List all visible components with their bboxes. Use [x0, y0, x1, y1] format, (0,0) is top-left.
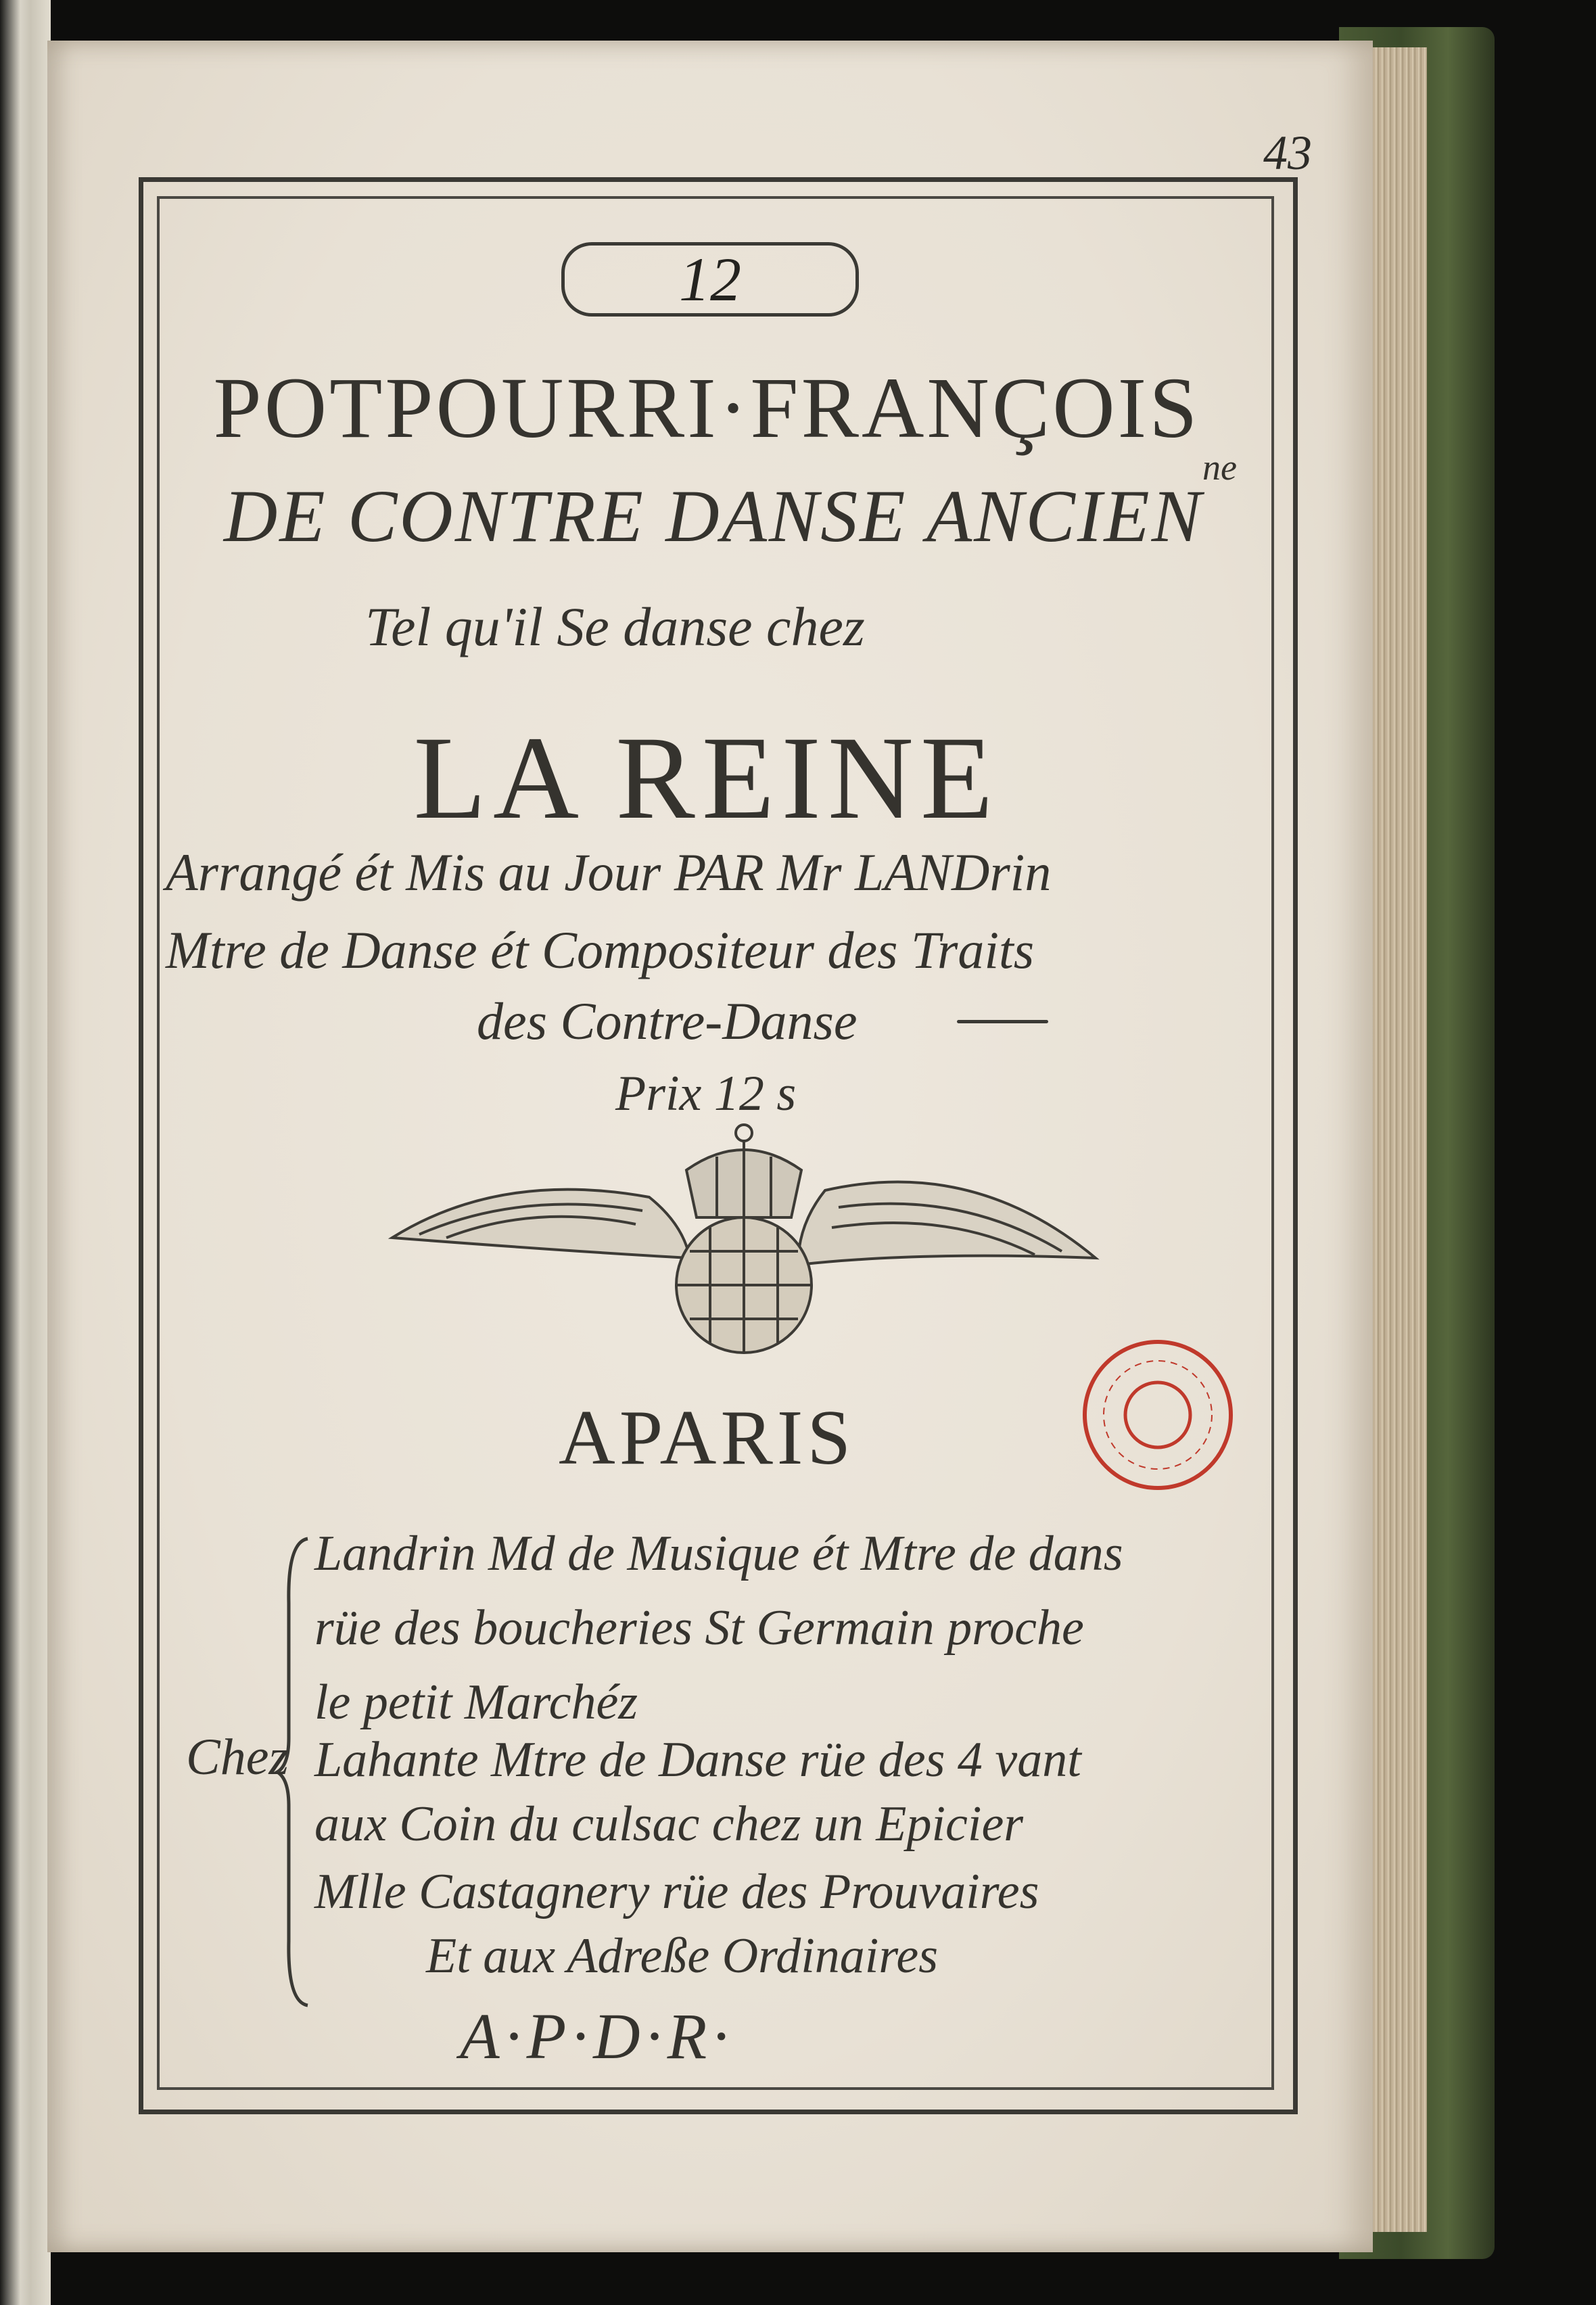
subtitle: Tel qu'il Se danse chez — [365, 596, 865, 657]
folio-number: 43 — [1263, 126, 1312, 180]
city: APARIS — [559, 1395, 855, 1481]
chez-label: Chez — [186, 1729, 289, 1786]
address-line: Lahante Mtre de Danse rüe des 4 vant — [314, 1732, 1081, 1788]
address-line: aux Coin du culsac chez un Epicier — [314, 1796, 1024, 1852]
volume-number-cartouche — [561, 242, 859, 317]
library-stamp-icon — [1079, 1336, 1238, 1495]
arranger-line-2: Mtre de Danse ét Compositeur des Traits — [166, 921, 1035, 979]
arranger-line-3: des Contre-Danse — [477, 992, 858, 1050]
title-superscript: ne — [1202, 447, 1237, 488]
volume-number: 12 — [679, 245, 741, 314]
title-line-2: DE CONTRE DANSE ANCIEN — [223, 475, 1204, 557]
winged-crown-emblem-icon — [365, 1116, 1123, 1387]
address-line: Mlle Castagnery rüe des Prouvaires — [314, 1864, 1039, 1919]
privilege-mark: A·P·D·R· — [460, 2000, 734, 2072]
address-line: le petit Marchéz — [314, 1675, 638, 1730]
flourish-rule — [957, 1020, 1048, 1023]
title-line-1: POTPOURRI·FRANÇOIS — [213, 360, 1200, 456]
address-line: Landrin Md de Musique ét Mtre de dans — [314, 1526, 1123, 1581]
book-spine-edge — [0, 0, 51, 2305]
price: Prix 12 s — [615, 1066, 797, 1121]
arranger-line-1: Arrangé ét Mis au Jour PAR Mr LANDrin — [166, 843, 1052, 902]
address-line: Et aux Adreße Ordinaires — [426, 1928, 939, 1984]
dedicatee: LA REINE — [413, 712, 1000, 844]
address-line: rüe des boucheries St Germain proche — [314, 1600, 1084, 1656]
